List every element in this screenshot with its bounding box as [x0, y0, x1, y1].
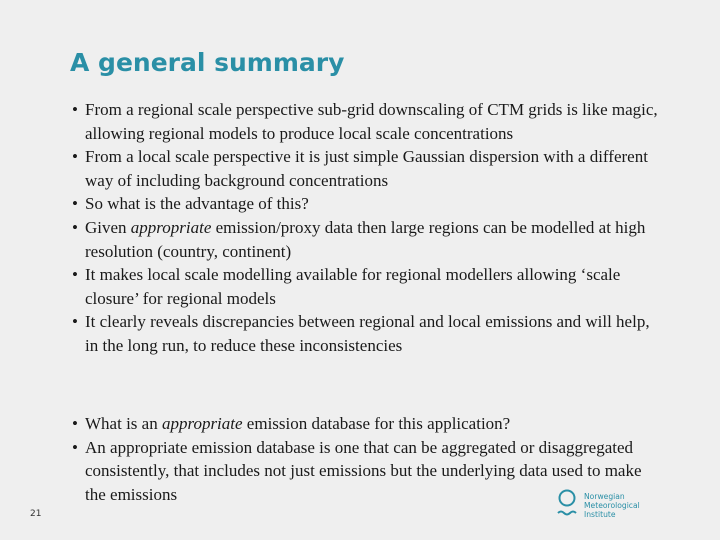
- emphasis-text: appropriate: [161, 414, 243, 433]
- bullet-item: • An appropriate emission database is one that can be aggregated or disaggregated consistently, that includes not just emissions but the underlying data used to make the emissions: [72, 436, 662, 507]
- bullet-item: • From a regional scale perspective sub-grid downscaling of CTM grids is like magic, allowing regional models to produce local scale concentrations: [72, 98, 662, 145]
- bullet-item: • Given appropriate emission/proxy data then large regions can be modelled at high resolution (country, continent): [72, 216, 662, 263]
- bullet-item: • It makes local scale modelling available for regional modellers allowing ‘scale closure’ for regional models: [72, 263, 662, 310]
- main-bullet-list: [72, 98, 662, 358]
- slide-title: A general summary: [70, 48, 345, 77]
- bullet-item: • It clearly reveals discrepancies between regional and local emissions and will help, in the long run, to reduce these inconsistencies: [72, 310, 662, 357]
- bullet-item: • So what is the advantage of this?: [72, 192, 662, 216]
- norwegian-met-institute-logo-icon: [556, 488, 582, 525]
- bullet-item: • From a local scale perspective it is just simple Gaussian dispersion with a different way of including background concentrations: [72, 145, 662, 192]
- logo-line: Norwegian: [584, 492, 625, 501]
- logo-line: Meteorological: [584, 501, 640, 511]
- bullet-item: • What is an appropriate emission database for this application?: [72, 412, 662, 436]
- page-number: 21: [30, 509, 42, 519]
- logo-text: [584, 492, 654, 520]
- logo-line: Institute: [584, 510, 616, 520]
- emphasis-text: appropriate: [130, 217, 212, 237]
